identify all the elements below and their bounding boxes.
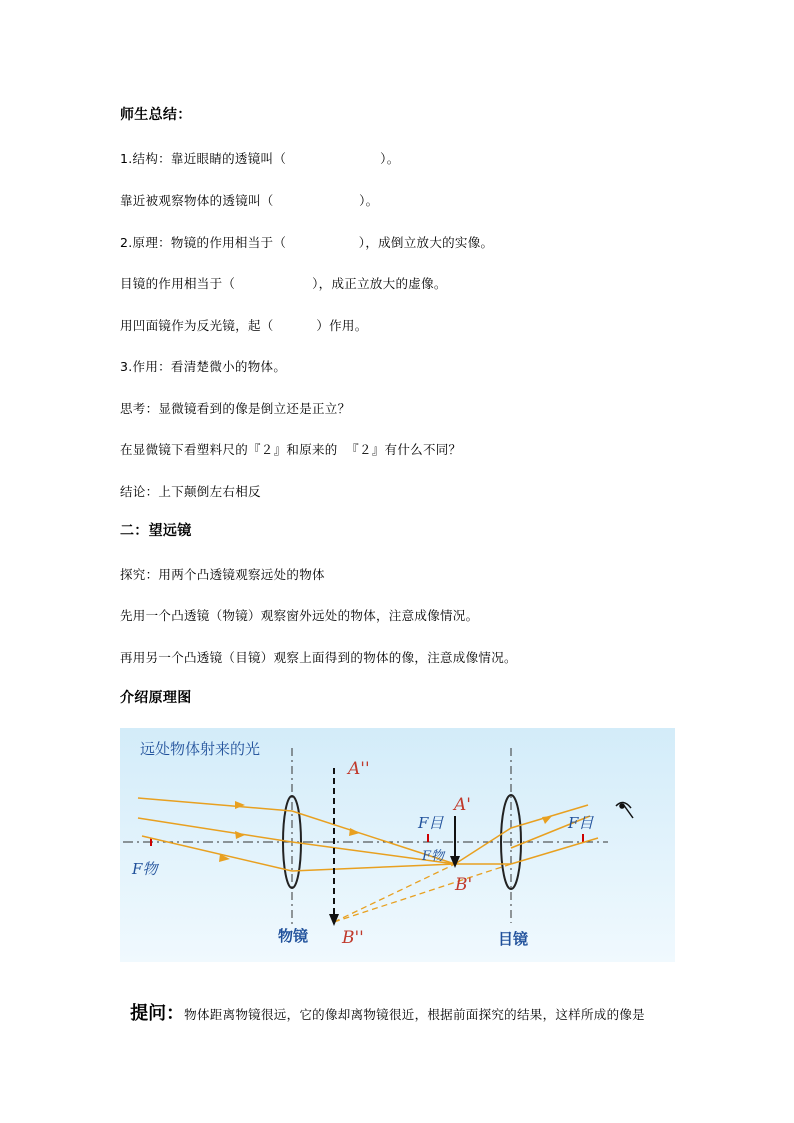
label-b-double-prime: B''	[342, 928, 364, 948]
focal-point-left-marker	[150, 838, 152, 846]
heading-summary: 师生总结：	[120, 107, 192, 123]
text-line-eyepiece: 目镜的作用相当于（ ），成正立放大的虚像。	[120, 276, 447, 291]
focal-point-mid-marker	[427, 834, 429, 842]
heading-diagram: 介绍原理图	[120, 690, 192, 706]
label-objective: 物镜	[278, 927, 309, 945]
focal-point-right-marker	[582, 834, 584, 842]
question-line	[120, 980, 645, 1025]
text-line-explore: 探究：用两个凸透镜观察远处的物体	[120, 567, 325, 582]
text-line-ruler: 在显微镜下看塑料尺的『２』和原来的 『２』有什么不同？	[120, 442, 462, 457]
label-f-objective-mid: F物	[422, 849, 445, 864]
text-line-principle: 2.原理：物镜的作用相当于（ ），成倒立放大的实像。	[120, 235, 494, 250]
text-line-conclusion: 结论：上下颠倒左右相反	[120, 484, 261, 499]
question-text: 物体距离物镜很远，它的像却离物镜很近，根据前面探究的结果，这样所成的像是	[184, 1007, 645, 1022]
telescope-diagram	[120, 728, 675, 962]
text-line-step2: 再用另一个凸透镜（目镜）观察上面得到的物体的像，注意成像情况。	[120, 650, 517, 665]
label-a-prime: A'	[454, 795, 471, 815]
text-line-mirror: 用凹面镜作为反光镜，起（ ）作用。	[120, 318, 368, 333]
label-b-prime: B'	[455, 875, 473, 895]
label-eyepiece: 目镜	[498, 930, 529, 948]
text-line-structure: 1.结构：靠近眼睛的透镜叫（ ）。	[120, 151, 400, 166]
text-line-function: 3.作用：看清楚微小的物体。	[120, 359, 287, 374]
label-a-double-prime: A''	[348, 759, 370, 779]
text-line-objective: 靠近被观察物体的透镜叫（ ）。	[120, 193, 379, 208]
heading-telescope: 二：望远镜	[120, 523, 192, 539]
question-lead: 提问：	[130, 1003, 185, 1024]
diagram-caption: 远处物体射来的光	[140, 740, 261, 758]
label-f-eyepiece-mid: F目	[418, 814, 444, 832]
text-line-step1: 先用一个凸透镜（物镜）观察窗外远处的物体，注意成像情况。	[120, 608, 479, 623]
text-line-think: 思考：显微镜看到的像是倒立还是正立？	[120, 401, 351, 416]
label-f-objective-left: F物	[132, 860, 158, 878]
label-f-eyepiece-far: F目	[568, 814, 594, 832]
